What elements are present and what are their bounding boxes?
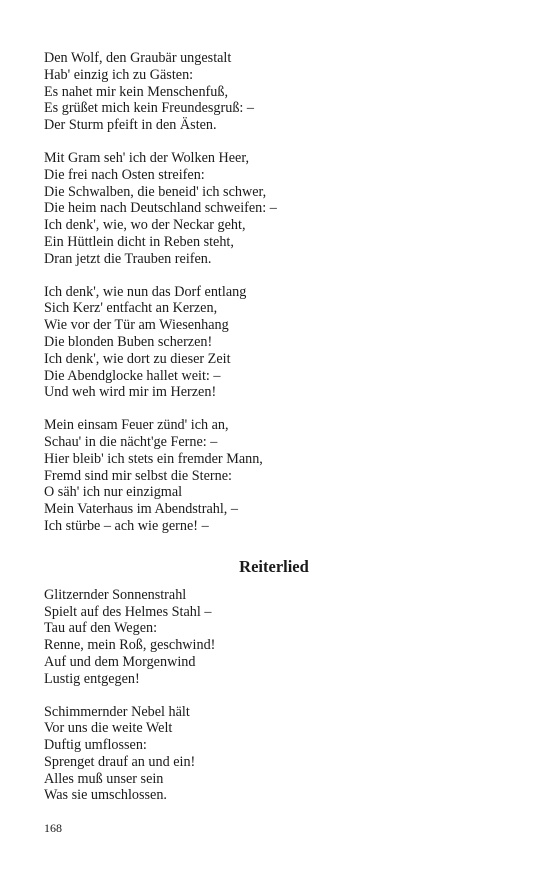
verse-line: Es grüßet mich kein Freundesgruß: –: [44, 100, 255, 117]
verse-line: Hab' einzig ich zu Gästen:: [44, 66, 194, 83]
verse-line: Schimmernder Nebel hält: [44, 703, 190, 720]
page-number: 168: [44, 821, 62, 835]
verse-line: Es nahet mir kein Menschenfuß,: [44, 83, 228, 100]
verse-line: Wie vor der Tür am Wiesenhang: [44, 317, 229, 334]
verse-line: Sprenget drauf an und ein!: [44, 753, 196, 770]
verse-line: O säh' ich nur einzigmal: [44, 484, 183, 501]
verse-line: Auf und dem Morgenwind: [44, 653, 196, 670]
stanza-3: [44, 284, 504, 402]
verse-line: Hier bleib' ich stets ein fremder Mann,: [44, 450, 263, 467]
verse-line: Ein Hüttlein dicht in Reben steht,: [44, 233, 234, 250]
verse-line: Mit Gram seh' ich der Wolken Heer,: [44, 149, 250, 166]
verse-line: Ich denk', wie, wo der Neckar geht,: [44, 217, 246, 234]
verse-line: Tau auf den Wegen:: [44, 620, 158, 637]
verse-line: Ich denk', wie dort zu dieser Zeit: [44, 350, 231, 367]
verse-line: Mein Vaterhaus im Abendstrahl, –: [44, 501, 238, 518]
verse-line: Vor uns die weite Welt: [44, 720, 173, 737]
verse-line: Sich Kerz' entfacht an Kerzen,: [44, 300, 218, 317]
verse-line: Schau' in die nächt'ge Ferne: –: [44, 433, 218, 450]
stanza-4: [44, 417, 504, 535]
verse-line: Den Wolf, den Graubär ungestalt: [44, 50, 232, 66]
verse-line: Alles muß unser sein: [44, 770, 164, 787]
verse-line: Was sie umschlossen.: [44, 787, 167, 804]
verse-line: Die blonden Buben scherzen!: [44, 333, 213, 350]
verse-line: Duftig umflossen:: [44, 737, 147, 754]
verse-line: Renne, mein Roß, geschwind!: [44, 637, 216, 654]
verse-line: Fremd sind mir selbst die Sterne:: [44, 467, 232, 484]
reiterlied-stanza-2: [44, 704, 504, 805]
reiterlied-stanza-1: [44, 587, 504, 688]
stanza-1: [44, 50, 504, 134]
verse-line: Glitzernder Sonnenstrahl: [44, 586, 187, 603]
verse-line: Und weh wird mir im Herzen!: [44, 384, 217, 401]
verse-line: Ich stürbe – ach wie gerne! –: [44, 517, 209, 534]
verse-line: Die Abendglocke hallet weit: –: [44, 367, 221, 384]
verse-line: Die Schwalben, die beneid' ich schwer,: [44, 183, 267, 200]
verse-line: Lustig entgegen!: [44, 670, 140, 687]
verse-line: Ich denk', wie nun das Dorf entlang: [44, 283, 247, 300]
verse-line: Die frei nach Osten streifen:: [44, 166, 205, 183]
stanza-2: [44, 150, 504, 268]
verse-line: Die heim nach Deutschland schweifen: –: [44, 200, 277, 217]
page-content: [44, 50, 504, 820]
verse-line: Der Sturm pfeift in den Ästen.: [44, 117, 217, 134]
poem-title: Reiterlied: [239, 556, 309, 576]
verse-line: Dran jetzt die Trauben reifen.: [44, 250, 212, 267]
verse-line: Spielt auf des Helmes Stahl –: [44, 603, 212, 620]
verse-line: Mein einsam Feuer zünd' ich an,: [44, 417, 229, 434]
